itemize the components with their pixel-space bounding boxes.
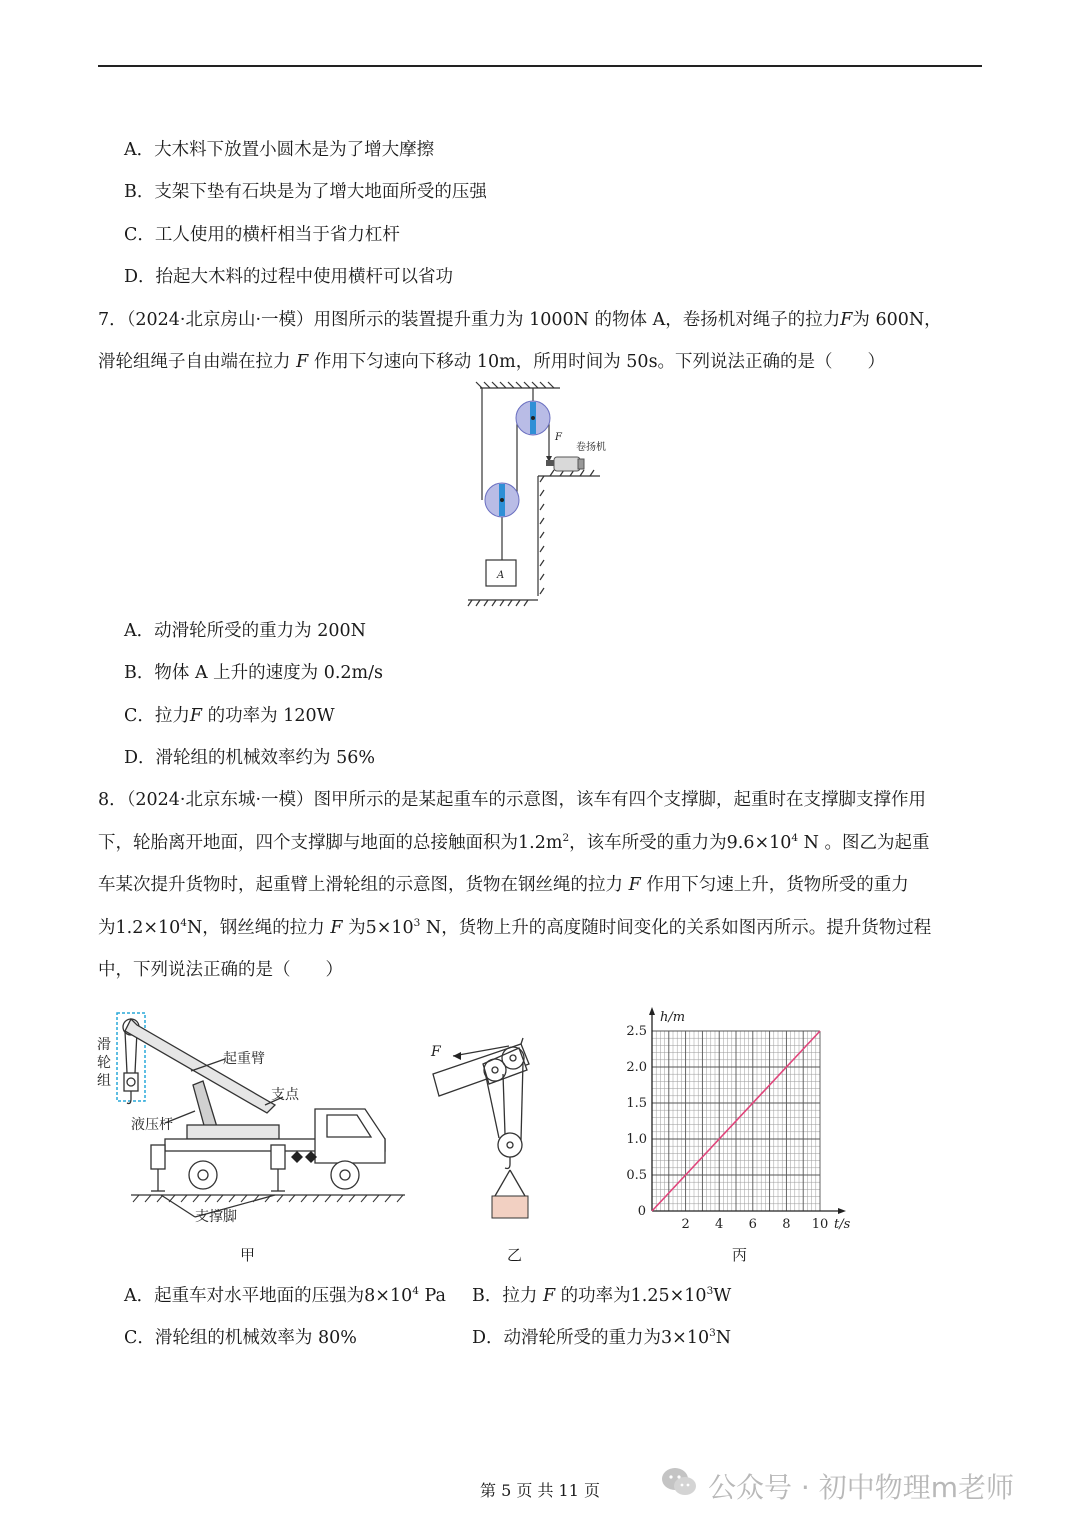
crane-label-lun: 轮 <box>97 1055 111 1071</box>
crane-pivot-label: 支点 <box>271 1087 299 1103</box>
crane-label-hua: 滑 <box>97 1037 111 1053</box>
page-footer: 第 5 页 共 11 页 <box>480 1481 600 1500</box>
figure-caption-jia: 甲 <box>240 1246 256 1264</box>
q7-option-c: C．拉力F 的功率为 120W <box>124 706 335 726</box>
crane-feet-label: 支撑脚 <box>195 1209 237 1225</box>
q8-option-b: B．拉力 F 的功率为$1.25\times 10^3W$ <box>472 1285 732 1306</box>
x-tick-label: 10 <box>811 1217 829 1232</box>
x-axis-label: t/s <box>834 1217 851 1232</box>
watermark-text: 公众号 · 初中物理m老师 <box>708 1471 1014 1504</box>
y-axis-arrow <box>649 1007 655 1015</box>
crane-boom-label: 起重臂 <box>223 1051 265 1067</box>
y-tick-label: 1.0 <box>626 1132 647 1147</box>
q8-stem-line3: 车某次提升货物时，起重臂上滑轮组的示意图，货物在钢丝绳的拉力 F 作用下匀速上升，货物所受的重力 <box>98 875 909 895</box>
figure-caption-yi: 乙 <box>507 1246 523 1264</box>
q8-stem-line5: 中，下列说法正确的是（ ） <box>98 960 343 980</box>
x-tick-label: 4 <box>715 1217 724 1232</box>
q8-stem-line2: 下，轮胎离开地面，四个支撑脚与地面的总接触面积为$1.2m^2$，该车所受的重力为$9.6\times 10^4$ N 。图乙为起重 <box>98 832 930 853</box>
y-tick-label: 1.5 <box>626 1096 647 1111</box>
q6-option-c: C．工人使用的横杆相当于省力杠杆 <box>124 225 400 245</box>
x-tick-label: 2 <box>681 1217 690 1232</box>
q7-winch-label: 卷扬机 <box>576 442 606 453</box>
q7-option-a: A．动滑轮所受的重力为 200N <box>124 621 366 641</box>
chart-tick-labels <box>626 1010 850 1232</box>
header-rule <box>98 65 982 67</box>
x-tick-label: 8 <box>782 1217 791 1232</box>
wechat-icon <box>660 1464 700 1500</box>
q8-height-time-chart <box>620 995 860 1235</box>
q7-option-b: B．物体 A 上升的速度为 0.2m/s <box>124 663 384 683</box>
y-axis-label: h/m <box>660 1010 686 1025</box>
q7-stem-line1: 7．（2024·北京房山·一模）用图所示的装置提升重力为 1000N 的物体 A，卷扬机对绳子的拉力F为 600N， <box>98 310 942 330</box>
x-axis-arrow <box>838 1208 846 1214</box>
crane-label-zu: 组 <box>97 1073 111 1089</box>
q8-option-d: D．动滑轮所受的重力为$3\times 10^3N$ <box>472 1327 732 1348</box>
watermark <box>660 1464 1060 1504</box>
y-tick-label: 2.0 <box>626 1060 647 1075</box>
origin-label: 0 <box>637 1204 646 1219</box>
q7-stem-line2: 滑轮组绳子自由端在拉力 F 作用下匀速向下移动 10m，所用时间为 50s。下列说法正确的是（ ） <box>98 352 886 372</box>
q7-pulley-figure <box>460 380 620 610</box>
q8-crane-figure <box>95 1005 415 1235</box>
y-tick-label: 0.5 <box>626 1168 647 1183</box>
pulley-block-force-label: F <box>431 1044 441 1060</box>
q7-option-d: D．滑轮组的机械效率约为 56% <box>124 748 375 768</box>
x-tick-label: 6 <box>748 1217 757 1232</box>
q6-option-d: D．抬起大木料的过程中使用横杆可以省功 <box>124 267 454 287</box>
q6-option-a: A．大木料下放置小圆木是为了增大摩擦 <box>124 140 435 160</box>
q6-option-b: B．支架下垫有石块是为了增大地面所受的压强 <box>124 182 487 202</box>
y-tick-label: 2.5 <box>626 1024 647 1039</box>
q8-pulley-block-figure <box>425 1030 545 1230</box>
figure-caption-bing: 丙 <box>732 1246 748 1264</box>
q7-box-label: A <box>497 570 505 581</box>
q8-stem-line1: 8．（2024·北京东城·一模）图甲所示的是某起重车的示意图，该车有四个支撑脚，起重时在支撑脚支撑作用 <box>98 790 927 810</box>
crane-ram-label: 液压杆 <box>131 1117 173 1133</box>
q8-stem-line4: 为$1.2\times 10^4N$，钢丝绳的拉力 F 为$5\times 10^3$ N，货物上升的高度随时间变化的关系如图丙所示。提升货物过程 <box>98 917 932 938</box>
q8-option-c: C．滑轮组的机械效率为 80% <box>124 1328 357 1348</box>
q7-force-label: F <box>555 432 562 443</box>
q8-option-a: A．起重车对水平地面的压强为$8\times 10^4$ Pa <box>124 1285 446 1306</box>
